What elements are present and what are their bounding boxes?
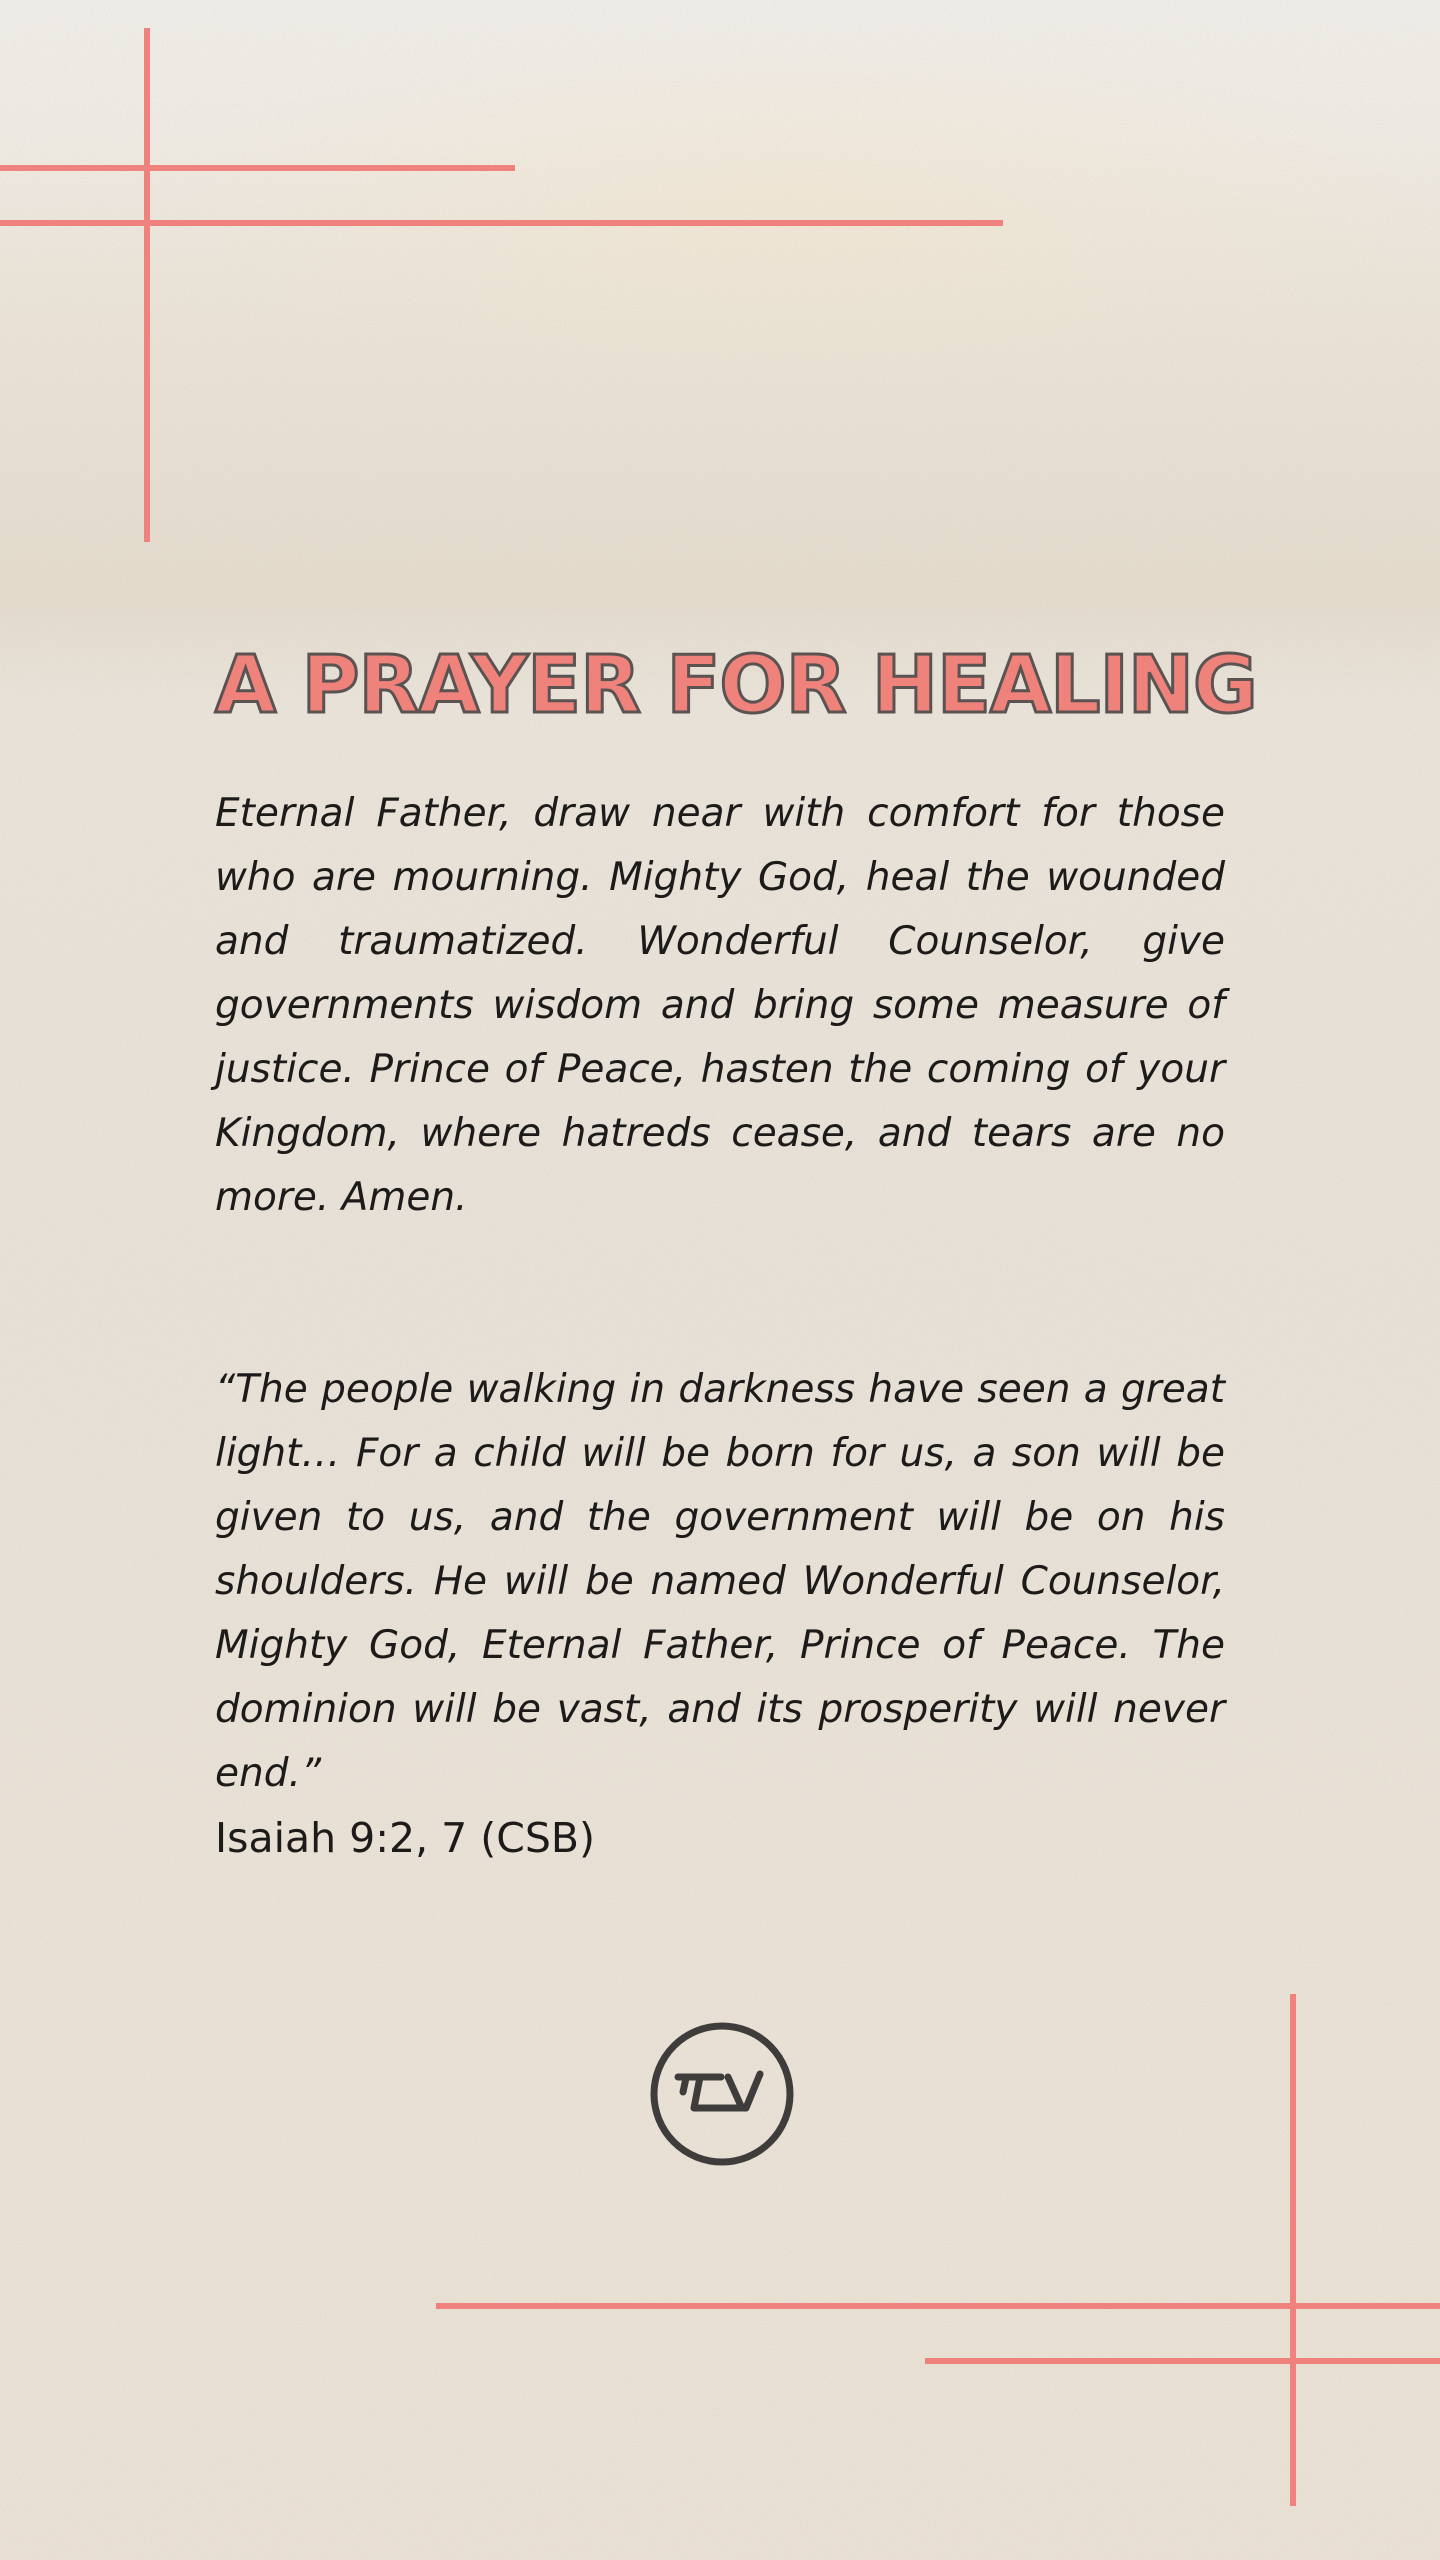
- scripture-quote: “The people walking in darkness have seen a great light… For a child will be born for us, a son will be given to us, and the government will be on his shoulders. He will be named Wonderful Counselor, Mighty God, Eternal Father, Prince of Peace. The dominion will be vast, and its prosperity will never end.”: [215, 1367, 1225, 1796]
- tv-monogram-icon: [648, 2020, 796, 2168]
- bottom-right-vertical-rule: [1290, 1994, 1296, 2506]
- top-left-short-rule: [0, 165, 515, 171]
- scripture-reference: Isaiah 9:2, 7 (CSB): [215, 1814, 596, 1862]
- top-left-vertical-rule: [144, 28, 150, 542]
- prayer-text: Eternal Father, draw near with comfort for those who are mourning. Mighty God, heal the wounded and traumatized. Wonderful Counselor, give governments wisdom and bring some measure of justice. Prince of Peace, hasten the coming of your Kingdom, where hatreds cease, and tears are no more. Amen.: [215, 791, 1225, 1220]
- bottom-right-short-rule: [925, 2358, 1440, 2364]
- top-left-long-rule: [0, 220, 1003, 226]
- page-title: A PRAYER FOR HEALING: [215, 639, 1257, 731]
